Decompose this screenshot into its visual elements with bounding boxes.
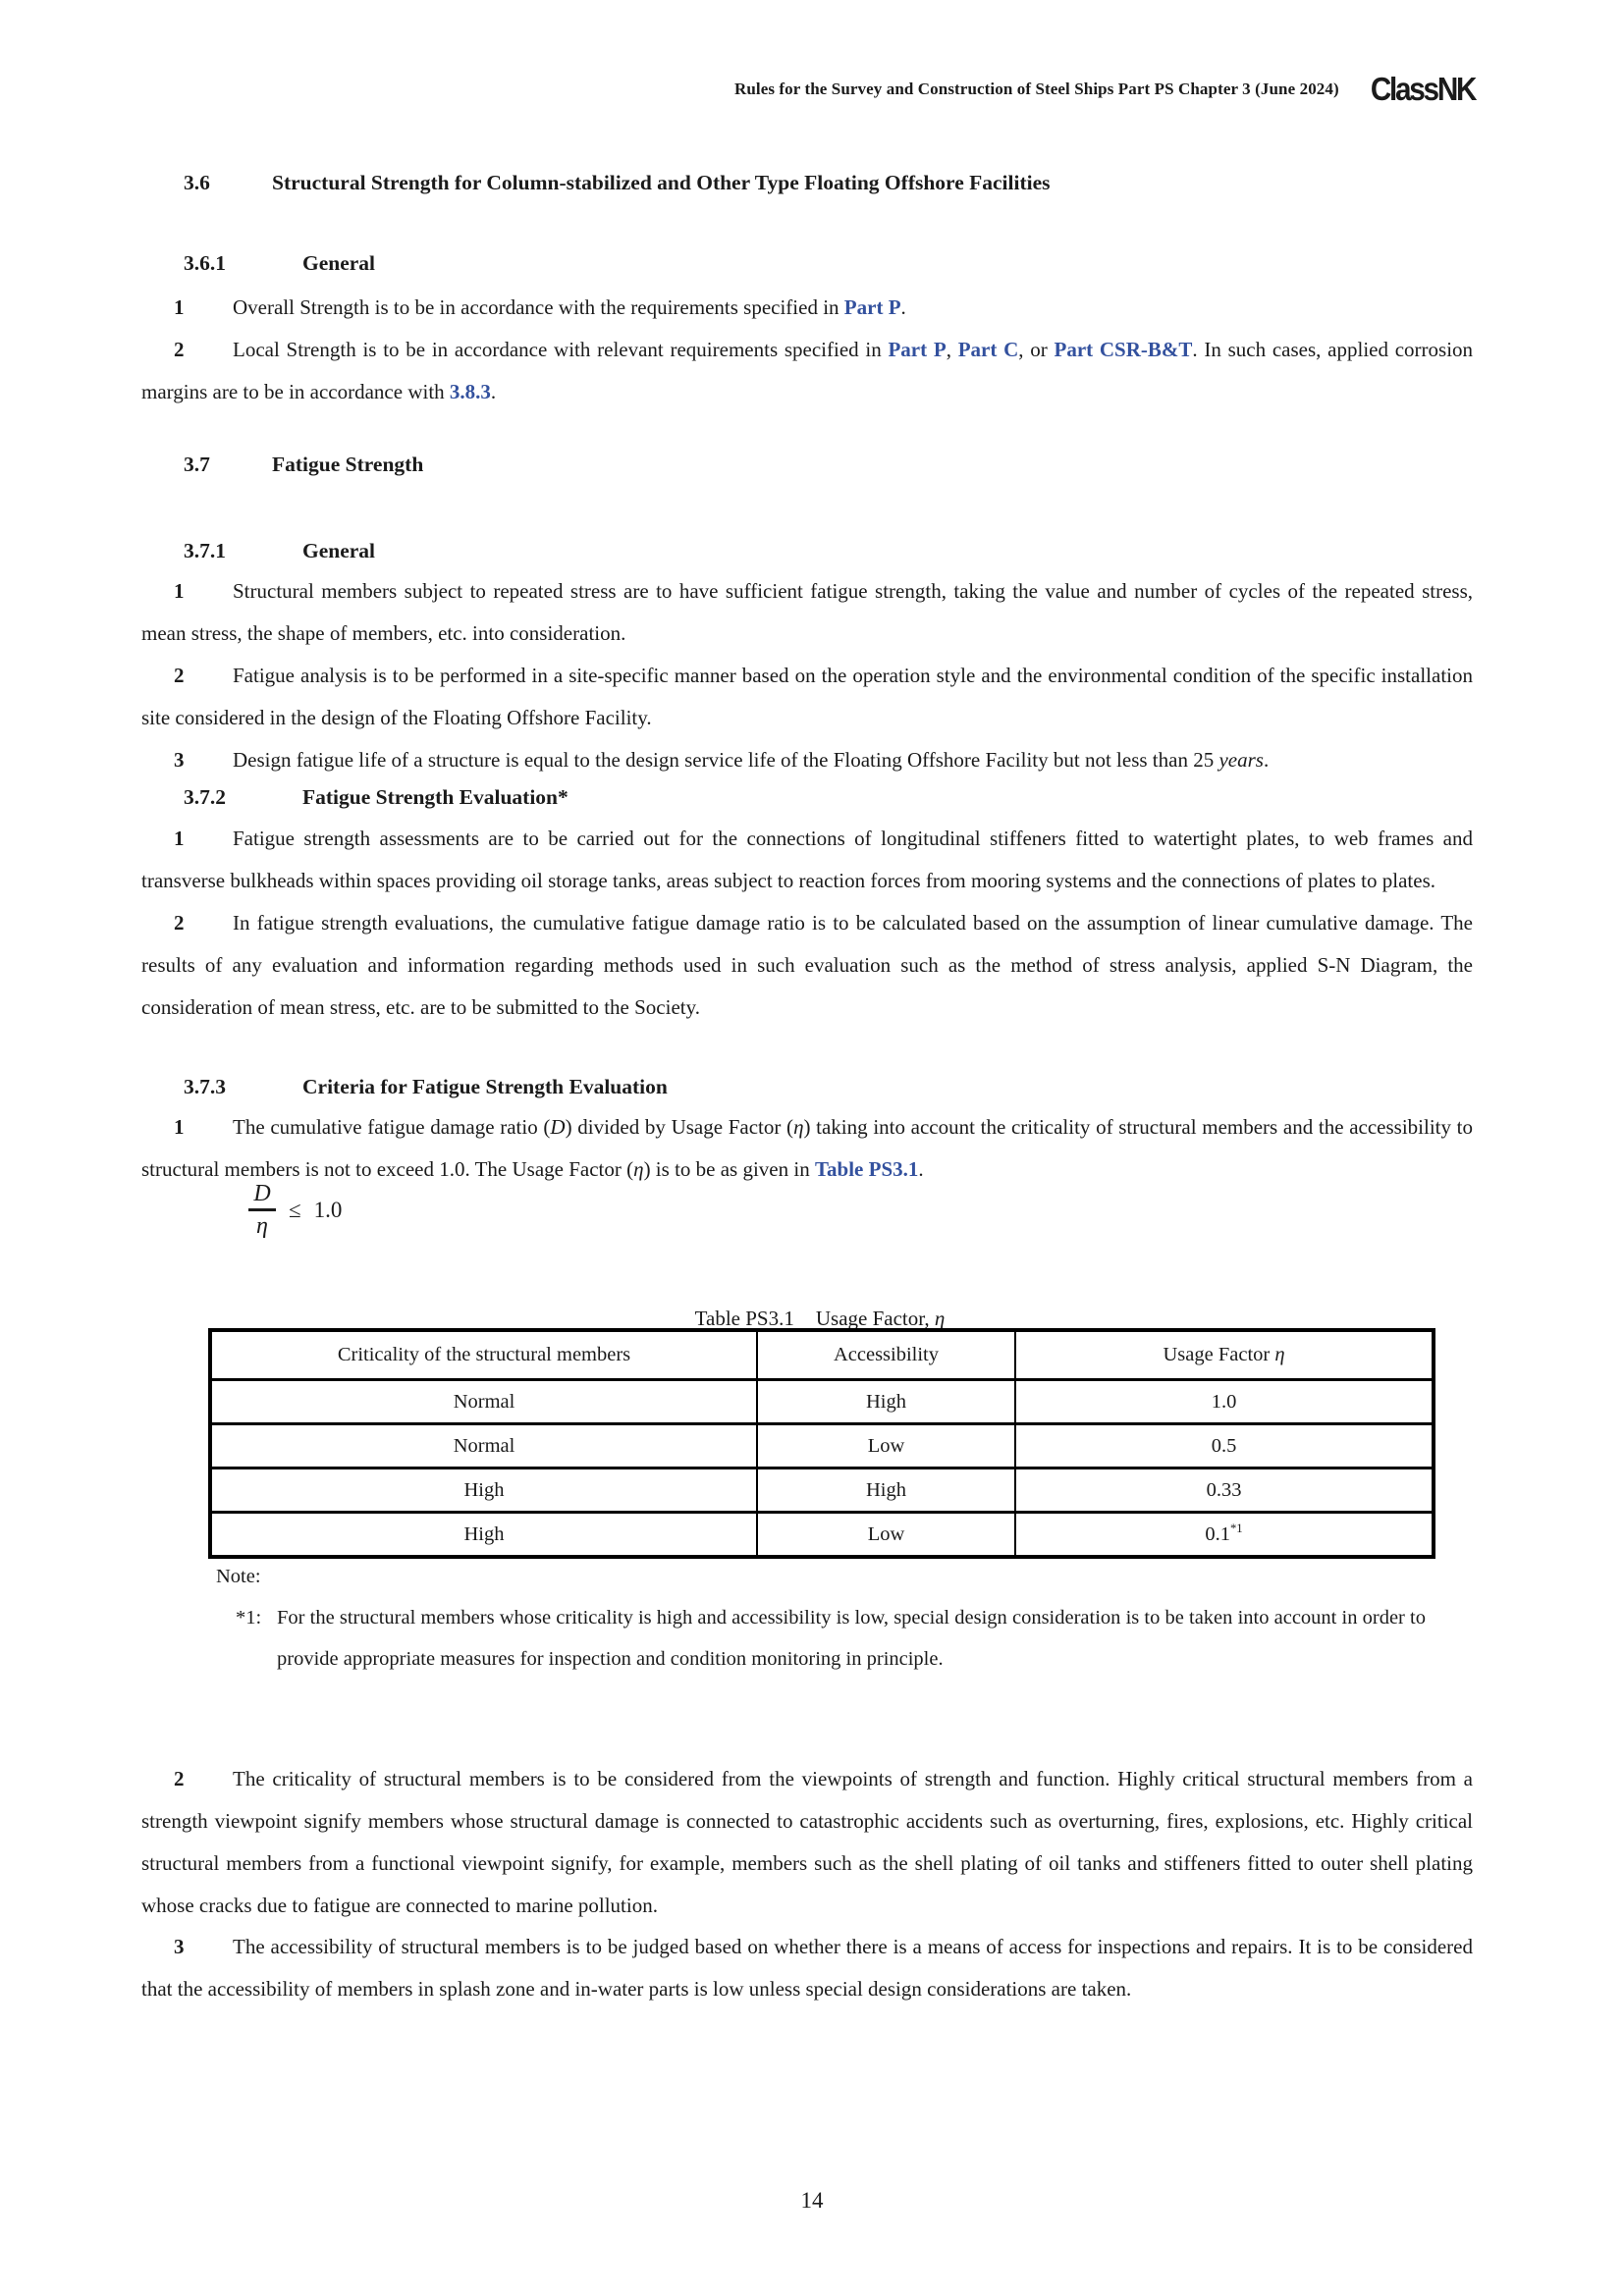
table-cell <box>210 1380 757 1424</box>
paragraph <box>141 818 1473 902</box>
text-run: . <box>918 1157 924 1181</box>
table-row <box>210 1513 1434 1558</box>
table-title-label: Table PS3.1 <box>694 1307 794 1330</box>
text-run: The cumulative fatigue damage ratio ( <box>233 1115 551 1139</box>
paragraph <box>141 739 1473 781</box>
text-run: High <box>463 1522 505 1545</box>
table-row <box>210 1468 1434 1513</box>
paragraph-text <box>141 664 1473 729</box>
italic-text: η <box>633 1157 644 1181</box>
text-run: 0.5 <box>1211 1434 1237 1457</box>
fraction <box>248 1181 276 1239</box>
section-heading-3-6-1 <box>141 249 1519 277</box>
table-header-cell <box>757 1330 1015 1380</box>
table-cell <box>757 1468 1015 1513</box>
section-title: Criteria for Fatigue Strength Evaluation <box>302 1075 668 1098</box>
text-run: The accessibility of structural members is to be judged based on whether there is a means of access for inspections and repairs. It is to be considered that the accessibility of members in splash zone and in-water parts is low unless special design considerations are taken. <box>141 1935 1473 2001</box>
text-run: High <box>463 1478 505 1501</box>
section-heading-3-7-2 <box>141 776 1519 819</box>
paragraph-text <box>141 1767 1473 1917</box>
paragraph-number: 1 <box>174 827 185 850</box>
cross-reference-link[interactable]: Part C <box>957 338 1019 361</box>
paragraph <box>141 655 1473 739</box>
text-run: ) divided by Usage Factor ( <box>565 1115 794 1139</box>
italic-text: η <box>1274 1344 1285 1365</box>
table-cell <box>1015 1380 1434 1424</box>
paragraph <box>141 1758 1473 1927</box>
text-run: The criticality of structural members is to be considered from the viewpoints of strength and function. Highly critical structural members from a strength viewpoint signify members whose structural damage is connected to catastrophic accidents such as overturning, fires, explosions, etc. Highly critical structural members from a functional viewpoint signify, for example, members such as the shell plating of oil tanks and stiffeners fitted to outer shell plating whose cracks due to fatigue are connected to marine pollution. <box>141 1767 1473 1917</box>
paragraph-group-criticality <box>141 1758 1473 1927</box>
paragraph <box>141 902 1473 1029</box>
table-header-row <box>210 1330 1434 1380</box>
italic-text: years <box>1218 748 1264 772</box>
paragraph-text <box>141 827 1473 892</box>
fatigue-criteria-formula <box>141 1181 342 1239</box>
text-run: . <box>490 380 497 403</box>
text-run: , <box>946 338 958 361</box>
table-cell <box>210 1468 757 1513</box>
formula-numerator: D <box>253 1181 271 1206</box>
table-header-cell <box>1015 1330 1434 1380</box>
fraction-bar <box>248 1208 276 1211</box>
paragraph <box>141 1106 1473 1191</box>
paragraph-group-3-7-1 <box>141 570 1473 781</box>
paragraph-number: 1 <box>174 295 185 319</box>
paragraph <box>141 570 1473 655</box>
paragraph-group-3-7-3 <box>141 1106 1473 1191</box>
table-cell <box>757 1424 1015 1468</box>
text-run: Design fatigue life of a structure is equal to the design service life of the Floating Offshore Facility but not less than 25 <box>233 748 1219 772</box>
paragraph-number: 2 <box>174 664 185 687</box>
paragraph <box>141 287 1473 329</box>
section-number: 3.7 <box>184 453 210 476</box>
text-run: Criticality of the structural members <box>337 1344 631 1365</box>
table-cell <box>757 1380 1015 1424</box>
table-cell <box>1015 1424 1434 1468</box>
text-run: Overall Strength is to be in accordance with the requirements specified in <box>233 295 844 319</box>
formula-denominator: η <box>256 1213 268 1239</box>
formula-relation: ≤ <box>289 1197 301 1222</box>
text-run: Normal <box>453 1390 515 1413</box>
paragraph-text <box>141 338 1473 403</box>
table-title-text <box>816 1307 945 1330</box>
text-run: High <box>866 1478 906 1501</box>
table-note <box>216 1556 1434 1680</box>
section-heading-3-6 <box>141 169 1519 196</box>
text-run: Usage Factor, <box>815 1307 935 1330</box>
paragraph-text <box>141 1935 1473 2001</box>
text-run: In fatigue strength evaluations, the cumulative fatigue damage ratio is to be calculated based on the assumption of linear cumulative damage. The results of any evaluation and information regarding methods used in such evaluation such as the method of stress analysis, applied S-N Diagram, the consideration of mean stress, etc. are to be submitted to the Society. <box>141 911 1473 1019</box>
text-run: Fatigue analysis is to be performed in a site-specific manner based on the operation style and the environmental condition of the specific installation site considered in the design of the Floating Offshore Facility. <box>141 664 1473 729</box>
table-cell <box>757 1513 1015 1558</box>
section-number: 3.6.1 <box>184 251 226 275</box>
section-number: 3.7.3 <box>184 1075 226 1098</box>
paragraph-number: 2 <box>174 1767 185 1790</box>
footnote-superscript: *1 <box>1229 1521 1243 1535</box>
note-text: For the structural members whose criticality is high and accessibility is low, special design consideration is to be taken into account in order to provide appropriate measures for inspection and condition monitoring in principle. <box>277 1607 1426 1670</box>
paragraph-group-3-7-2 <box>141 818 1473 1029</box>
section-number: 3.7.1 <box>184 539 226 562</box>
text-run: Fatigue strength assessments are to be carried out for the connections of longitudinal stiffeners fitted to watertight plates, to web frames and transverse bulkheads within spaces providing oil storage tanks, areas subject to reaction forces from mooring systems and the connections of plates to plates. <box>141 827 1473 892</box>
italic-text: η <box>793 1115 804 1139</box>
paragraph-number: 3 <box>174 1935 185 1958</box>
paragraph-text <box>233 295 906 319</box>
section-title: Fatigue Strength Evaluation* <box>302 785 568 809</box>
section-heading-3-7-1 <box>141 537 1519 564</box>
text-run: , or <box>1018 338 1055 361</box>
header-title: Rules for the Survey and Construction of Steel Ships Part PS Chapter 3 (June 2024) <box>733 80 1339 98</box>
paragraph-text <box>141 579 1473 645</box>
text-run: Low <box>867 1434 905 1457</box>
cross-reference-link[interactable]: Table PS3.1 <box>814 1157 919 1181</box>
text-run: . <box>900 295 906 319</box>
paragraph-text <box>233 748 1269 772</box>
section-title: General <box>302 539 376 562</box>
italic-text: D <box>550 1115 566 1139</box>
section-number: 3.6 <box>184 171 210 194</box>
text-run: 0.33 <box>1206 1478 1242 1501</box>
classnk-logo: ClassNK <box>1370 71 1475 107</box>
text-run: Structural members subject to repeated stress are to have sufficient fatigue strength, taking the value and number of cycles of the repeated stress, mean stress, the shape of members, etc. into consideration. <box>141 579 1473 645</box>
section-heading-3-7 <box>141 451 1519 478</box>
table-header-cell <box>210 1330 757 1380</box>
paragraph-group-3-6-1 <box>141 287 1473 413</box>
formula-value: 1.0 <box>313 1197 343 1222</box>
text-run: ) is to be as given in <box>643 1157 815 1181</box>
page-header <box>0 71 1475 107</box>
table-cell <box>210 1424 757 1468</box>
text-run: . In such cases, applied corrosion margins are to be in accordance with <box>141 338 1474 403</box>
cross-reference-link[interactable]: Part P <box>843 295 901 319</box>
paragraph-text <box>141 1115 1473 1181</box>
text-run: Normal <box>453 1434 515 1457</box>
cross-reference-link[interactable]: Part P <box>888 338 947 361</box>
section-title: Structural Strength for Column-stabilized and Other Type Floating Offshore Facilities <box>272 171 1051 194</box>
table-cell <box>1015 1513 1434 1558</box>
note-marker: *1: <box>236 1607 262 1629</box>
paragraph-number: 1 <box>174 1115 185 1139</box>
table-cell <box>1015 1468 1434 1513</box>
text-run: Low <box>867 1522 905 1545</box>
text-run: 1.0 <box>1211 1390 1237 1413</box>
paragraph-text <box>141 911 1473 1019</box>
paragraph-number: 1 <box>174 579 185 603</box>
text-run: ) taking into account the criticality of structural members and the accessibility to structural members is not to exceed 1.0. The Usage Factor ( <box>141 1115 1474 1181</box>
table-cell <box>210 1513 757 1558</box>
paragraph-number: 2 <box>174 911 185 934</box>
note-label: Note: <box>216 1566 261 1587</box>
section-title: General <box>302 251 376 275</box>
paragraph <box>141 1926 1473 2010</box>
paragraph <box>141 329 1473 413</box>
cross-reference-link[interactable]: Part CSR-B&T <box>1054 338 1193 361</box>
text-run: Usage Factor <box>1163 1344 1275 1365</box>
text-run: Accessibility <box>833 1344 940 1365</box>
cross-reference-link[interactable]: 3.8.3 <box>449 380 491 403</box>
text-run: 0.1 <box>1205 1522 1230 1545</box>
text-run: High <box>866 1390 906 1413</box>
text-run: . <box>1263 748 1270 772</box>
section-title: Fatigue Strength <box>272 453 424 476</box>
table-row <box>210 1424 1434 1468</box>
usage-factor-table <box>208 1328 1435 1559</box>
text-run: Local Strength is to be in accordance with relevant requirements specified in <box>233 338 889 361</box>
note-item <box>216 1597 1426 1680</box>
section-heading-3-7-3 <box>141 1066 1519 1108</box>
paragraph-number: 3 <box>174 748 185 772</box>
italic-text: η <box>934 1307 946 1330</box>
section-number: 3.7.2 <box>184 785 226 809</box>
page-number: 14 <box>800 2188 824 2213</box>
paragraph-number: 2 <box>174 338 185 361</box>
table-row <box>210 1380 1434 1424</box>
paragraph-group-accessibility <box>141 1926 1473 2010</box>
